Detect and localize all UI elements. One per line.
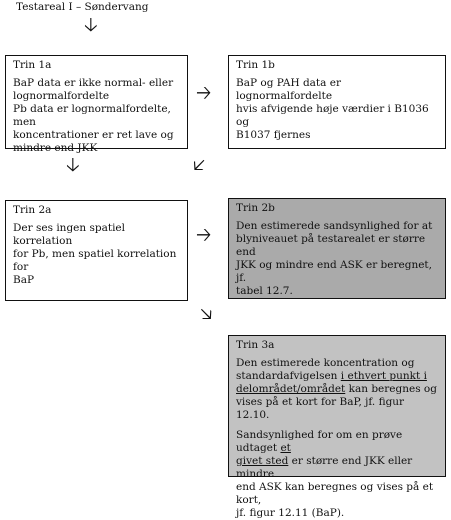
text-span: Sandsynlighed for om en prøve udtaget — [236, 429, 403, 454]
text-span: er større end JKK eller mindre — [236, 455, 413, 480]
step-1a-line: koncentrationer er ret lave og — [13, 129, 174, 141]
underlined-text: et — [280, 442, 291, 454]
arrow-right-icon: 🡢 — [196, 82, 212, 104]
text-span: kan beregnes og — [345, 383, 437, 395]
step-2b-title: Trin 2b — [236, 202, 275, 214]
step-2a-line: BaP — [13, 274, 35, 286]
text-line: vises på et kort for BaP, jf. figur 12.10. — [236, 396, 405, 421]
step-3a-box — [228, 335, 446, 519]
text-line: Den estimerede koncentration og — [236, 357, 415, 369]
step-2a-title: Trin 2a — [13, 204, 52, 216]
step-1a-line: BaP data er ikke normal- eller — [13, 77, 174, 89]
step-1b-title: Trin 1b — [236, 59, 275, 71]
arrow-right-icon: 🡢 — [196, 224, 212, 246]
step-1a-box — [5, 55, 188, 154]
step-2a-line: for Pb, men spatiel korrelation for — [13, 248, 177, 273]
step-2b-line: Den estimerede sandsynlighed for at — [236, 220, 433, 232]
step-2b-line: JKK og mindre end ASK er beregnet, jf. — [236, 259, 432, 284]
step-1a-title: Trin 1a — [13, 59, 52, 71]
step-3a-title: Trin 3a — [236, 339, 275, 351]
underlined-text: delområdet/området — [236, 383, 346, 395]
step-2b-line: tabel 12.7. — [236, 285, 293, 297]
text-span: standardafvigelsen — [236, 370, 341, 382]
step-1a-line: Pb data er lognormalfordelte, men — [13, 103, 171, 128]
step-1b-line: hvis afvigende høje værdier i B1036 og — [236, 103, 429, 128]
step-1a-line: lognormalfordelte — [13, 90, 110, 102]
arrow-down-right-icon: 🡦 — [200, 303, 213, 325]
step-1b-line: B1037 fjernes — [236, 129, 311, 141]
step-1a-line: mindre end JKK — [13, 142, 98, 154]
diagram-title: Testareal I – Søndervang — [16, 1, 149, 13]
step-2b-line: blyniveauet på testarealet er større end — [236, 233, 426, 258]
step-3a-paragraph — [236, 429, 438, 520]
step-2a-box — [5, 200, 188, 301]
step-2b-box — [228, 198, 446, 299]
step-1b-line: BaP og PAH data er lognormalfordelte — [236, 77, 341, 102]
underlined-text: givet sted — [236, 455, 289, 467]
arrow-down-icon: 🡣 — [66, 154, 80, 176]
underlined-text: i ethvert punkt i — [340, 370, 427, 382]
text-line: jf. figur 12.11 (BaP). — [236, 507, 345, 519]
step-1b-box — [228, 55, 446, 149]
step-2a-line: Der ses ingen spatiel korrelation — [13, 222, 125, 247]
arrow-down-left-icon: 🡧 — [193, 154, 206, 176]
arrow-down-icon: 🡣 — [84, 14, 98, 36]
step-3a-paragraph — [236, 357, 438, 422]
text-line: end ASK kan beregnes og vises på et kort, — [236, 481, 434, 506]
